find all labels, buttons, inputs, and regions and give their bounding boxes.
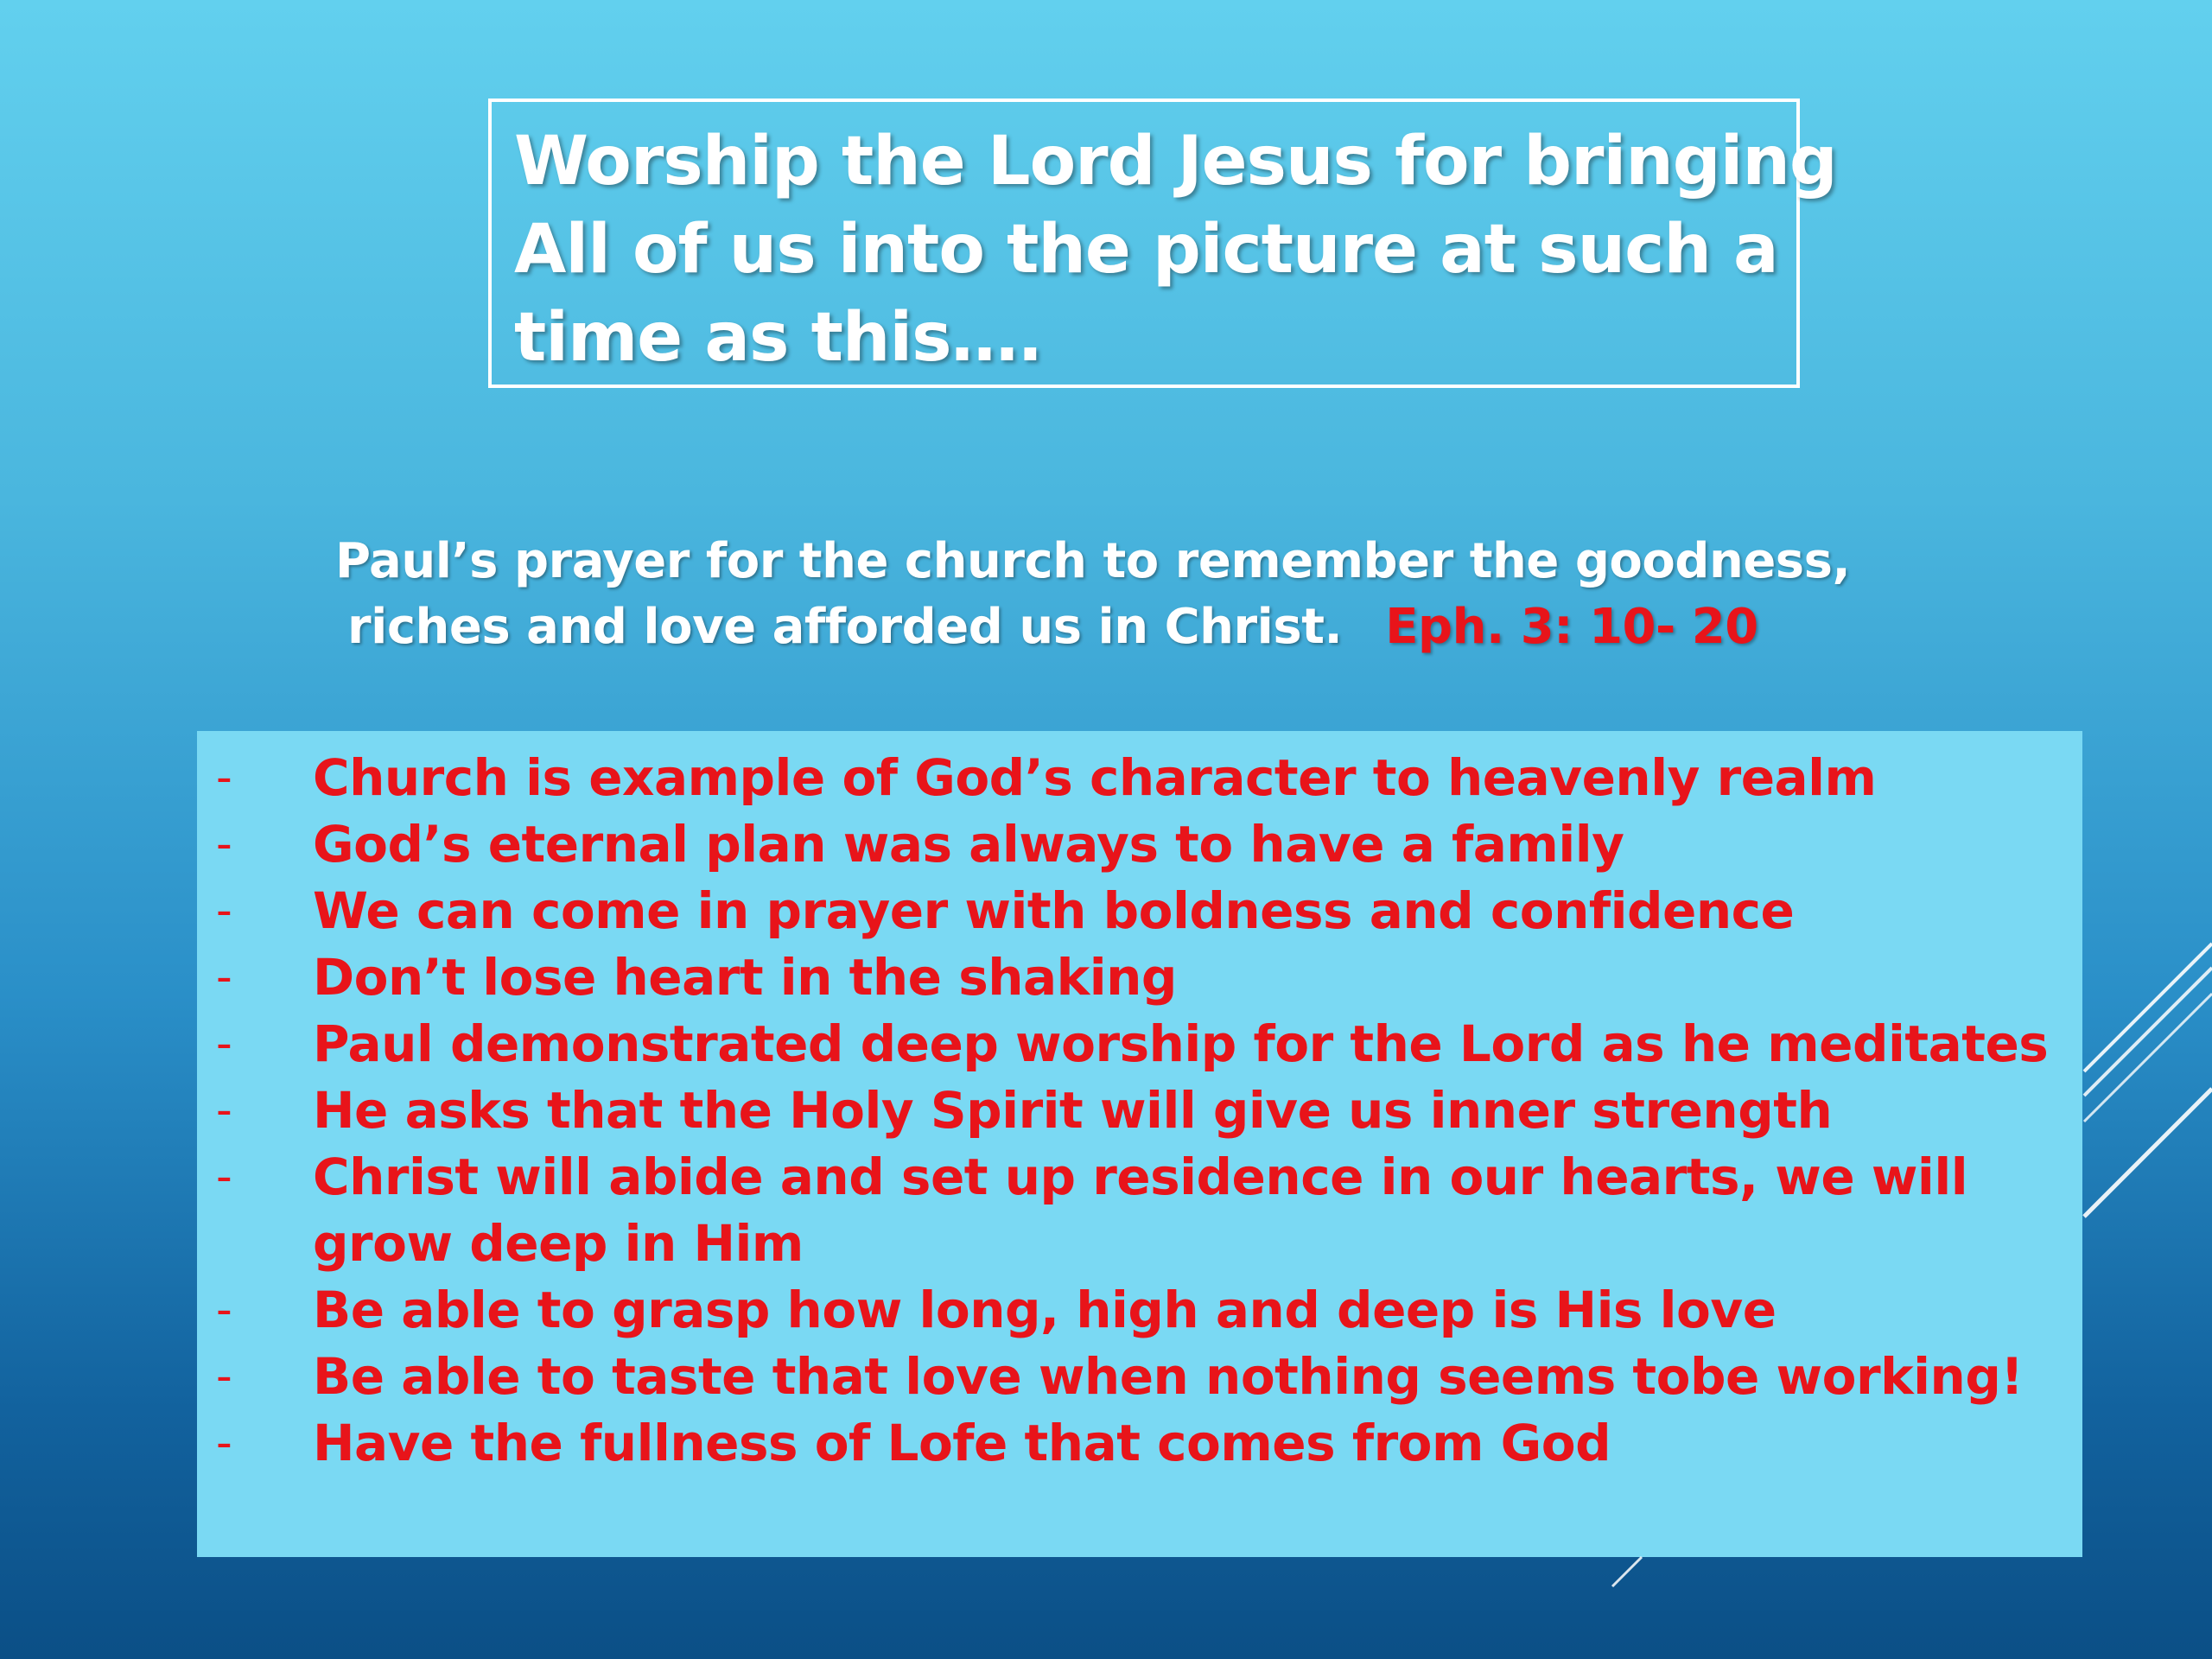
deco-line-3 [2084,994,2212,1122]
title-box [488,99,1837,388]
bullet-item [216,1410,2065,1477]
subtitle-line-2-text: riches and love afforded us in Christ. [347,599,1343,655]
content-box [197,731,2082,1557]
scripture-reference: Eph. 3: 10- 20 [1385,599,1758,655]
bullet-item [216,944,2065,1011]
bullet-text: Be able to grasp how long, high and deep is His love [313,1281,1777,1339]
title-line-3: time as this…. [514,299,1043,377]
dash-marker: - [216,1351,232,1402]
dash-marker: - [216,885,232,937]
dash-marker: - [216,1151,232,1203]
bullet-item [216,878,2065,944]
dash-marker: - [216,1084,232,1136]
bullet-item [216,1144,2065,1277]
bullet-text: Be able to taste that love when nothing seems tobe working! [313,1347,2024,1406]
deco-line-2 [2084,968,2212,1096]
bullet-text: Church is example of God’s character to heavenly realm [313,748,1877,807]
bullet-item [216,745,2065,811]
dash-marker: - [216,818,232,870]
deco-line-5 [1612,1557,1642,1586]
title-line-2: All of us into the picture at such a [514,211,1778,289]
dash-marker: - [216,1417,232,1469]
bullet-text: Paul demonstrated deep worship for the Lord as he meditates [313,1014,2049,1073]
subtitle-line-1: Paul’s prayer for the church to remember the goodness, [335,533,1851,589]
dash-marker: - [216,752,232,804]
bullet-item [216,1011,2065,1077]
subtitle-line-2 [335,594,1891,660]
deco-line-4 [2084,1089,2212,1217]
bullet-list [216,745,2065,1477]
bullet-text: God’s eternal plan was always to have a family [313,815,1624,874]
bullet-item [216,1077,2065,1144]
deco-line-1 [2084,944,2212,1071]
bullet-text: Have the fullness of Lofe that comes from God [313,1414,1611,1472]
bullet-item [216,1344,2065,1410]
title-line-1: Worship the Lord Jesus for bringing [514,123,1837,200]
bullet-item [216,811,2065,878]
dash-marker: - [216,951,232,1003]
dash-marker: - [216,1018,232,1070]
bullet-item [216,1277,2065,1344]
bullet-text: He asks that the Holy Spirit will give us inner strength [313,1081,1833,1140]
bullet-text: We can come in prayer with boldness and confidence [313,881,1795,940]
subtitle [335,529,1891,660]
dash-marker: - [216,1284,232,1336]
bullet-text: Don’t lose heart in the shaking [313,948,1177,1007]
bullet-text: Christ will abide and set up residence in our hearts, we will grow deep in Him [313,1147,1968,1273]
